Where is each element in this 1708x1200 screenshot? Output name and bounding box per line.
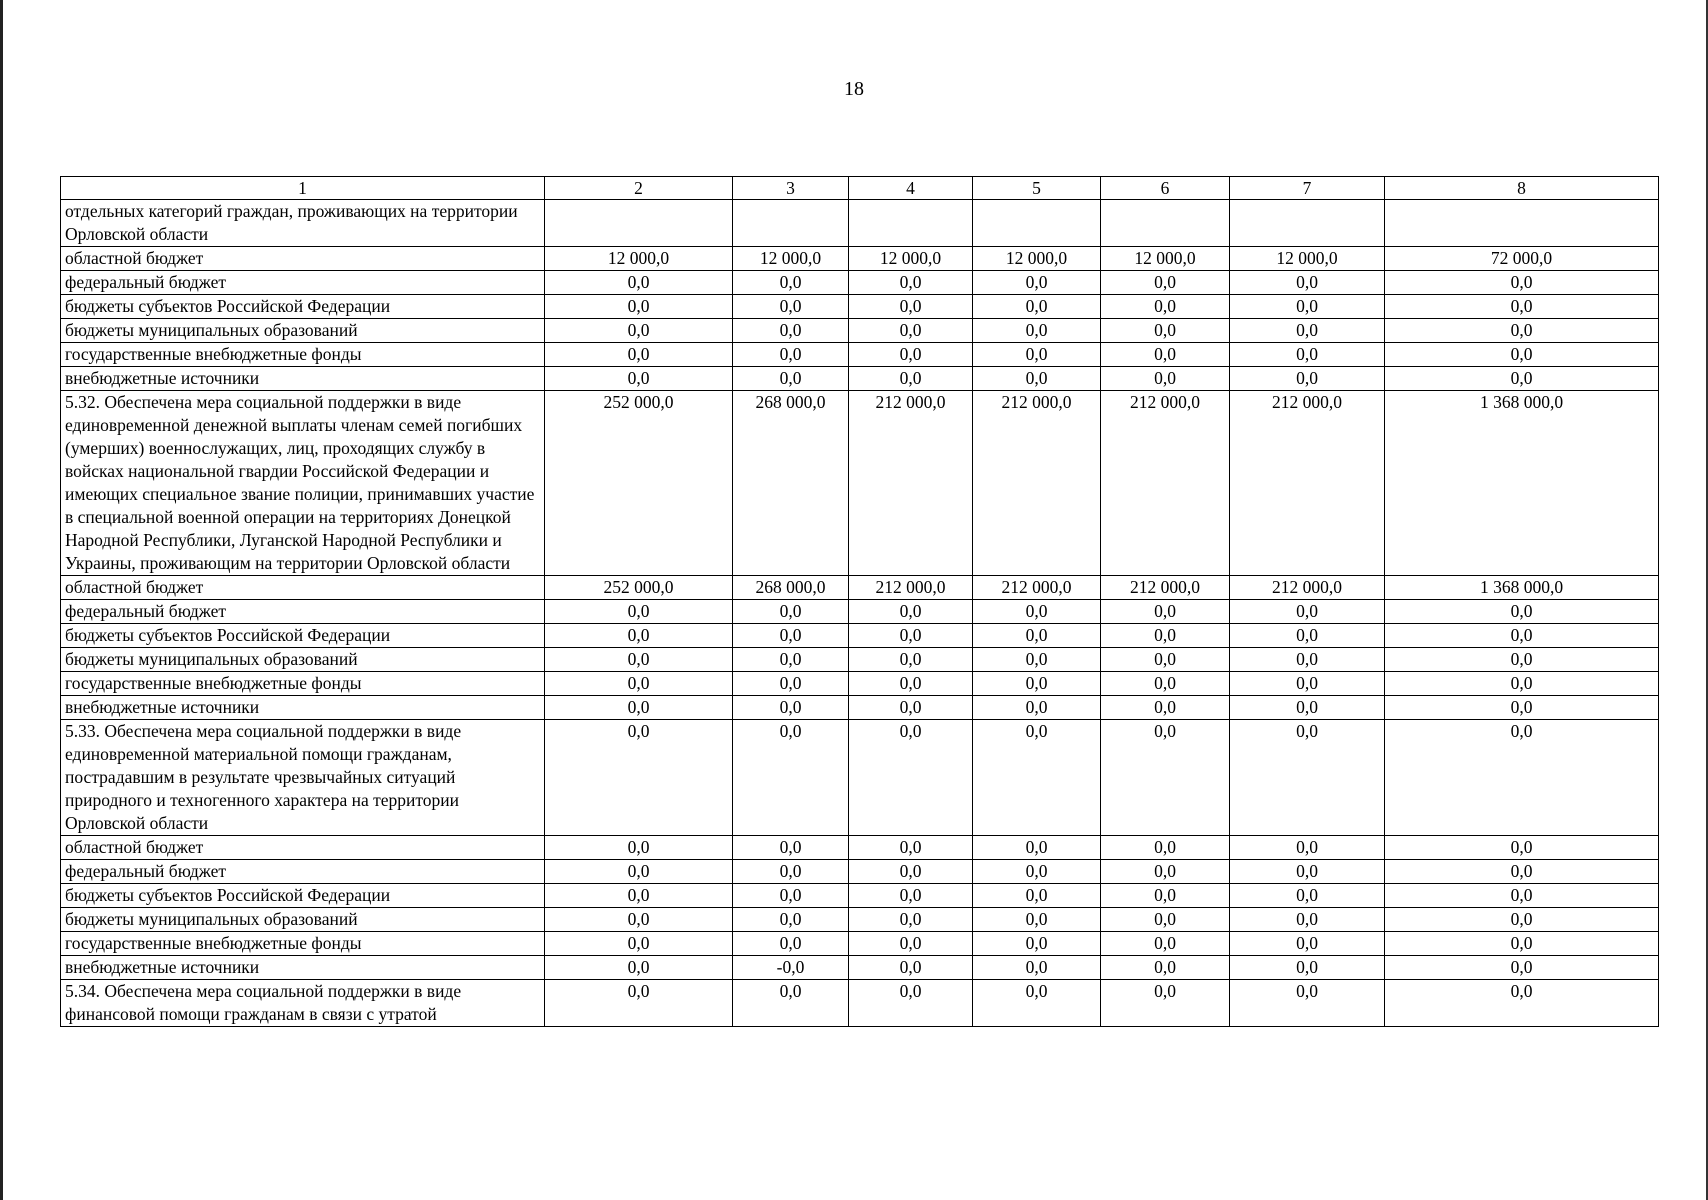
funding-source-row	[61, 271, 1659, 295]
funding-source-label: федеральный бюджет	[61, 271, 545, 295]
amount-cell: 0,0	[849, 343, 973, 367]
amount-cell: 0,0	[1230, 696, 1385, 720]
amount-cell: 212 000,0	[849, 391, 973, 576]
amount-cell: 0,0	[1230, 343, 1385, 367]
measure-row	[61, 391, 1659, 576]
amount-cell: 0,0	[973, 720, 1101, 836]
amount-cell: 0,0	[545, 980, 733, 1027]
funding-source-row	[61, 295, 1659, 319]
amount-cell: 0,0	[973, 696, 1101, 720]
amount-cell: 0,0	[1230, 295, 1385, 319]
funding-source-row	[61, 247, 1659, 271]
amount-cell: 0,0	[849, 908, 973, 932]
measure-description: 5.34. Обеспечена мера социальной поддержки в виде финансовой помощи гражданам в связи с утратой	[61, 980, 545, 1027]
amount-cell	[545, 200, 733, 247]
amount-cell: 0,0	[733, 367, 849, 391]
amount-cell: 0,0	[1230, 648, 1385, 672]
measure-row	[61, 200, 1659, 247]
funding-source-row	[61, 956, 1659, 980]
funding-source-label: государственные внебюджетные фонды	[61, 672, 545, 696]
page-number: 18	[844, 78, 864, 100]
amount-cell: 0,0	[733, 672, 849, 696]
amount-cell: 0,0	[1101, 980, 1230, 1027]
funding-source-label: внебюджетные источники	[61, 956, 545, 980]
amount-cell: 0,0	[545, 860, 733, 884]
amount-cell: 0,0	[545, 908, 733, 932]
amount-cell: 0,0	[849, 720, 973, 836]
funding-source-label: бюджеты муниципальных образований	[61, 648, 545, 672]
amount-cell: 0,0	[1385, 319, 1659, 343]
amount-cell: 0,0	[1385, 720, 1659, 836]
amount-cell: 212 000,0	[849, 576, 973, 600]
amount-cell: 12 000,0	[1101, 247, 1230, 271]
amount-cell: 1 368 000,0	[1385, 576, 1659, 600]
amount-cell: 0,0	[1101, 884, 1230, 908]
amount-cell: 0,0	[545, 648, 733, 672]
amount-cell: 0,0	[973, 271, 1101, 295]
amount-cell: 0,0	[1230, 980, 1385, 1027]
amount-cell: 212 000,0	[973, 391, 1101, 576]
measure-row	[61, 720, 1659, 836]
amount-cell: 0,0	[733, 271, 849, 295]
amount-cell: 0,0	[849, 672, 973, 696]
amount-cell: 0,0	[1230, 956, 1385, 980]
amount-cell	[733, 200, 849, 247]
funding-source-label: областной бюджет	[61, 247, 545, 271]
funding-source-label: бюджеты муниципальных образований	[61, 908, 545, 932]
amount-cell: 252 000,0	[545, 391, 733, 576]
amount-cell: 0,0	[545, 932, 733, 956]
amount-cell: 0,0	[733, 932, 849, 956]
amount-cell: 12 000,0	[733, 247, 849, 271]
amount-cell: 0,0	[1101, 319, 1230, 343]
amount-cell: 0,0	[1385, 980, 1659, 1027]
amount-cell: 0,0	[1385, 696, 1659, 720]
funding-source-label: федеральный бюджет	[61, 600, 545, 624]
amount-cell: 0,0	[1101, 696, 1230, 720]
measure-description: 5.33. Обеспечена мера социальной поддержки в виде единовременной материальной помощи гражданам, пострадавшим в результате чрезвычайных ситуаций природного и техногенного характера на территории Орловской области	[61, 720, 545, 836]
amount-cell: 0,0	[849, 836, 973, 860]
funding-source-row	[61, 367, 1659, 391]
amount-cell: 0,0	[973, 956, 1101, 980]
funding-source-label: внебюджетные источники	[61, 696, 545, 720]
amount-cell: 0,0	[733, 624, 849, 648]
amount-cell: 0,0	[1230, 624, 1385, 648]
amount-cell: 0,0	[1385, 271, 1659, 295]
amount-cell: 0,0	[849, 295, 973, 319]
amount-cell: 0,0	[733, 980, 849, 1027]
amount-cell: 0,0	[1230, 271, 1385, 295]
amount-cell: 0,0	[1101, 932, 1230, 956]
budget-table	[60, 176, 1659, 1027]
amount-cell: 0,0	[1385, 836, 1659, 860]
amount-cell: 0,0	[1101, 836, 1230, 860]
amount-cell: 0,0	[545, 319, 733, 343]
funding-source-row	[61, 908, 1659, 932]
funding-source-row	[61, 648, 1659, 672]
amount-cell: 0,0	[1385, 600, 1659, 624]
amount-cell: 0,0	[1230, 932, 1385, 956]
amount-cell: 0,0	[1385, 672, 1659, 696]
funding-source-row	[61, 860, 1659, 884]
amount-cell: 0,0	[733, 600, 849, 624]
amount-cell: 0,0	[1101, 720, 1230, 836]
amount-cell: 0,0	[849, 932, 973, 956]
amount-cell	[1101, 200, 1230, 247]
amount-cell: 0,0	[1230, 367, 1385, 391]
amount-cell: 0,0	[1101, 271, 1230, 295]
amount-cell: 12 000,0	[545, 247, 733, 271]
funding-source-label: бюджеты субъектов Российской Федерации	[61, 624, 545, 648]
amount-cell: 0,0	[1101, 908, 1230, 932]
amount-cell: 0,0	[1101, 956, 1230, 980]
amount-cell: 0,0	[733, 836, 849, 860]
amount-cell: 0,0	[545, 624, 733, 648]
amount-cell: 0,0	[1101, 600, 1230, 624]
amount-cell: 0,0	[973, 672, 1101, 696]
amount-cell: 212 000,0	[1101, 391, 1230, 576]
amount-cell: 0,0	[1101, 295, 1230, 319]
amount-cell: 0,0	[545, 720, 733, 836]
amount-cell: 0,0	[1101, 648, 1230, 672]
amount-cell: 0,0	[1101, 367, 1230, 391]
amount-cell: 12 000,0	[1230, 247, 1385, 271]
amount-cell: 12 000,0	[973, 247, 1101, 271]
column-header: 6	[1101, 177, 1230, 200]
funding-source-row	[61, 624, 1659, 648]
funding-source-label: государственные внебюджетные фонды	[61, 932, 545, 956]
amount-cell: 0,0	[973, 648, 1101, 672]
amount-cell: 0,0	[849, 980, 973, 1027]
amount-cell: 0,0	[1230, 720, 1385, 836]
column-header: 7	[1230, 177, 1385, 200]
amount-cell: 0,0	[545, 672, 733, 696]
amount-cell: 212 000,0	[1230, 576, 1385, 600]
measure-description: 5.32. Обеспечена мера социальной поддержки в виде единовременной денежной выплаты членам семей погибших (умерших) военнослужащих, лиц, проходящих службу в войсках национальной гвардии Российской Федерации и имеющих специальное звание полиции, принимавших участие в специальной военной операции на территориях Донецкой Народной Республики, Луганской Народной Республики и Украины, проживающим на территории Орловской области	[61, 391, 545, 576]
amount-cell: 0,0	[1230, 908, 1385, 932]
amount-cell: 0,0	[1230, 836, 1385, 860]
amount-cell: 0,0	[1230, 600, 1385, 624]
amount-cell: 0,0	[973, 932, 1101, 956]
amount-cell: 12 000,0	[849, 247, 973, 271]
amount-cell: 0,0	[973, 908, 1101, 932]
amount-cell: 0,0	[1101, 343, 1230, 367]
column-header: 2	[545, 177, 733, 200]
amount-cell: 0,0	[733, 295, 849, 319]
amount-cell: 0,0	[849, 600, 973, 624]
funding-source-row	[61, 932, 1659, 956]
column-header: 8	[1385, 177, 1659, 200]
amount-cell: 0,0	[1385, 956, 1659, 980]
amount-cell: 0,0	[1385, 884, 1659, 908]
amount-cell: 0,0	[973, 980, 1101, 1027]
amount-cell: -0,0	[733, 956, 849, 980]
amount-cell: 0,0	[849, 367, 973, 391]
column-header: 1	[61, 177, 545, 200]
funding-source-row	[61, 600, 1659, 624]
amount-cell: 0,0	[973, 624, 1101, 648]
scan-left-edge	[0, 0, 3, 1200]
amount-cell: 212 000,0	[1101, 576, 1230, 600]
column-header: 4	[849, 177, 973, 200]
amount-cell: 0,0	[733, 343, 849, 367]
amount-cell: 0,0	[733, 884, 849, 908]
funding-source-label: бюджеты субъектов Российской Федерации	[61, 884, 545, 908]
funding-source-label: бюджеты муниципальных образований	[61, 319, 545, 343]
funding-source-label: областной бюджет	[61, 576, 545, 600]
amount-cell: 0,0	[849, 696, 973, 720]
amount-cell: 252 000,0	[545, 576, 733, 600]
funding-source-row	[61, 319, 1659, 343]
amount-cell: 72 000,0	[1385, 247, 1659, 271]
amount-cell: 0,0	[545, 956, 733, 980]
column-number-row	[61, 177, 1659, 200]
amount-cell: 0,0	[545, 271, 733, 295]
amount-cell: 0,0	[545, 343, 733, 367]
amount-cell: 0,0	[1101, 624, 1230, 648]
amount-cell: 0,0	[733, 908, 849, 932]
amount-cell: 0,0	[849, 956, 973, 980]
funding-source-row	[61, 836, 1659, 860]
amount-cell: 0,0	[545, 295, 733, 319]
amount-cell: 0,0	[1385, 908, 1659, 932]
amount-cell: 268 000,0	[733, 576, 849, 600]
amount-cell: 0,0	[973, 367, 1101, 391]
amount-cell: 0,0	[1385, 295, 1659, 319]
funding-source-row	[61, 696, 1659, 720]
funding-source-row	[61, 884, 1659, 908]
amount-cell: 0,0	[849, 624, 973, 648]
amount-cell: 0,0	[1101, 860, 1230, 884]
amount-cell: 0,0	[1385, 624, 1659, 648]
amount-cell: 0,0	[733, 720, 849, 836]
amount-cell: 0,0	[733, 648, 849, 672]
amount-cell: 268 000,0	[733, 391, 849, 576]
amount-cell: 0,0	[973, 884, 1101, 908]
amount-cell	[1230, 200, 1385, 247]
amount-cell: 212 000,0	[1230, 391, 1385, 576]
funding-source-label: федеральный бюджет	[61, 860, 545, 884]
amount-cell: 1 368 000,0	[1385, 391, 1659, 576]
funding-source-label: государственные внебюджетные фонды	[61, 343, 545, 367]
funding-source-row	[61, 576, 1659, 600]
funding-source-row	[61, 672, 1659, 696]
amount-cell: 0,0	[733, 696, 849, 720]
amount-cell: 0,0	[733, 319, 849, 343]
column-header: 5	[973, 177, 1101, 200]
amount-cell	[1385, 200, 1659, 247]
amount-cell: 0,0	[849, 884, 973, 908]
amount-cell: 0,0	[1230, 884, 1385, 908]
amount-cell: 0,0	[733, 860, 849, 884]
amount-cell: 0,0	[973, 295, 1101, 319]
amount-cell: 0,0	[545, 836, 733, 860]
amount-cell	[973, 200, 1101, 247]
measure-row	[61, 980, 1659, 1027]
amount-cell: 0,0	[849, 648, 973, 672]
amount-cell: 0,0	[545, 884, 733, 908]
measure-description: отдельных категорий граждан, проживающих на территории Орловской области	[61, 200, 545, 247]
amount-cell: 0,0	[1385, 932, 1659, 956]
amount-cell: 0,0	[849, 860, 973, 884]
amount-cell	[849, 200, 973, 247]
amount-cell: 0,0	[1230, 319, 1385, 343]
amount-cell: 0,0	[545, 696, 733, 720]
column-header: 3	[733, 177, 849, 200]
funding-source-row	[61, 343, 1659, 367]
amount-cell: 0,0	[1230, 672, 1385, 696]
funding-source-label: бюджеты субъектов Российской Федерации	[61, 295, 545, 319]
amount-cell: 0,0	[1101, 672, 1230, 696]
amount-cell: 0,0	[545, 367, 733, 391]
amount-cell: 0,0	[1230, 860, 1385, 884]
amount-cell: 0,0	[1385, 367, 1659, 391]
amount-cell: 0,0	[1385, 648, 1659, 672]
amount-cell: 0,0	[849, 271, 973, 295]
amount-cell: 0,0	[1385, 343, 1659, 367]
amount-cell: 0,0	[973, 860, 1101, 884]
table-body	[61, 200, 1659, 1027]
amount-cell: 212 000,0	[973, 576, 1101, 600]
amount-cell: 0,0	[973, 319, 1101, 343]
amount-cell: 0,0	[545, 600, 733, 624]
funding-source-label: областной бюджет	[61, 836, 545, 860]
amount-cell: 0,0	[973, 600, 1101, 624]
amount-cell: 0,0	[973, 343, 1101, 367]
amount-cell: 0,0	[973, 836, 1101, 860]
funding-source-label: внебюджетные источники	[61, 367, 545, 391]
amount-cell: 0,0	[849, 319, 973, 343]
amount-cell: 0,0	[1385, 860, 1659, 884]
